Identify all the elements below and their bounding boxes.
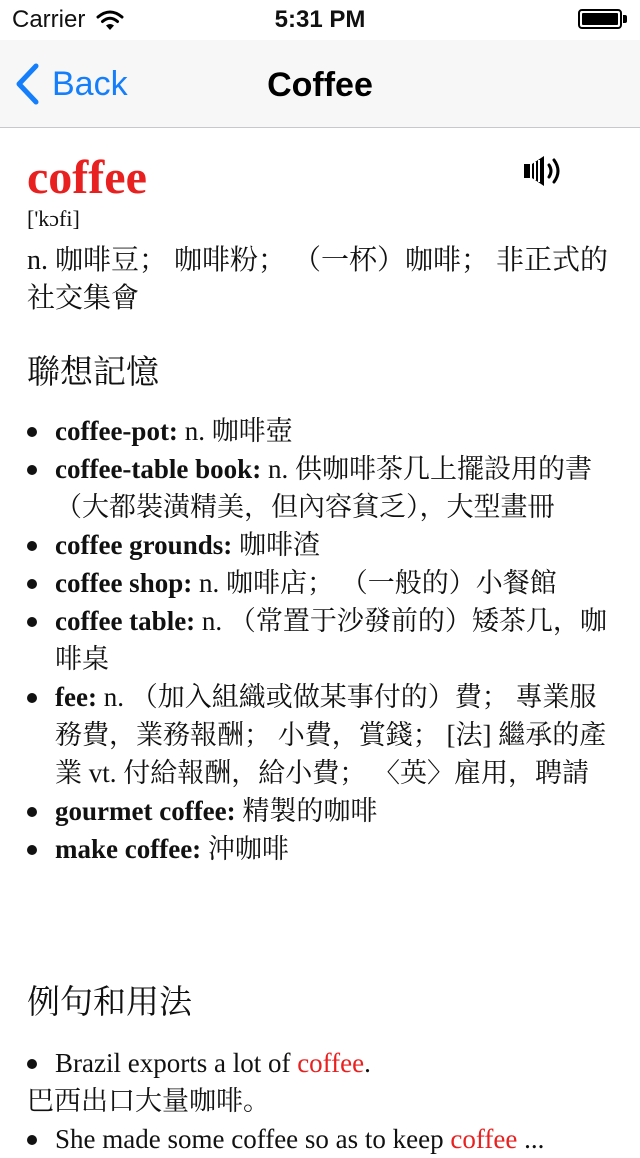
example-item xyxy=(27,1120,617,1158)
association-item xyxy=(27,526,617,564)
example-item xyxy=(27,1044,617,1120)
page-title: Coffee xyxy=(267,66,373,104)
example-sentence: Brazil exports a lot of xyxy=(55,1048,298,1078)
term: coffee-pot: xyxy=(55,416,178,446)
meaning: n. 咖啡店； （一般的）小餐館 xyxy=(192,568,557,598)
meaning: n. （加入組織或做某事付的）費； 專業服務費，業務報酬； 小費，賞錢； [法] 繼承的產業 vt. 付給報酬，給小費； 〈英〉雇用，聘請 xyxy=(55,682,607,788)
navigation-bar xyxy=(0,40,640,128)
example-sentence: She made some coffee so as to keep xyxy=(55,1124,451,1154)
status-time: 5:31 PM xyxy=(274,6,366,33)
meaning: 沖咖啡 xyxy=(201,834,289,864)
term: coffee table: xyxy=(55,606,196,636)
meaning: n. 供咖啡茶几上擺設用的書（大都裝潢精美，但內容貧乏），大型畫冊 xyxy=(55,454,592,522)
carrier-label: Carrier xyxy=(12,6,86,33)
association-item xyxy=(27,830,617,868)
association-heading: 聯想記憶 xyxy=(27,352,159,391)
term: fee: xyxy=(55,682,97,712)
headword: coffee xyxy=(27,151,147,204)
term: make coffee: xyxy=(55,834,202,864)
speaker-icon[interactable] xyxy=(522,154,568,188)
example-sentence-end: ... xyxy=(517,1124,545,1154)
battery-icon xyxy=(578,9,628,31)
definition: n. 咖啡豆； 咖啡粉； （一杯）咖啡； 非正式的社交集會 xyxy=(27,245,609,314)
term: gourmet coffee: xyxy=(55,796,236,826)
example-sentence-end: . xyxy=(364,1048,371,1078)
examples-heading: 例句和用法 xyxy=(27,982,192,1021)
example-highlight: coffee xyxy=(450,1124,518,1154)
meaning: 精製的咖啡 xyxy=(235,796,378,826)
example-highlight: coffee xyxy=(297,1048,365,1078)
association-item xyxy=(27,412,617,450)
association-item xyxy=(27,450,617,526)
meaning: n. （常置于沙發前的）矮茶几，咖啡桌 xyxy=(55,606,607,674)
association-item xyxy=(27,602,617,678)
term: coffee grounds: xyxy=(55,530,233,560)
status-bar xyxy=(0,0,640,40)
association-list xyxy=(27,412,617,868)
examples-list xyxy=(27,1044,617,1158)
phonetic: ['kɔfi] xyxy=(27,206,80,231)
dictionary-entry[interactable] xyxy=(0,128,640,1154)
association-item xyxy=(27,564,617,602)
term: coffee shop: xyxy=(55,568,193,598)
back-label: Back xyxy=(52,64,128,103)
meaning: 咖啡渣 xyxy=(232,530,320,560)
term: coffee-table book: xyxy=(55,454,262,484)
meaning: n. 咖啡壺 xyxy=(177,416,293,446)
association-item xyxy=(27,678,617,792)
example-translation: 巴西出口大量咖啡。 xyxy=(27,1086,270,1116)
association-item xyxy=(27,792,617,830)
